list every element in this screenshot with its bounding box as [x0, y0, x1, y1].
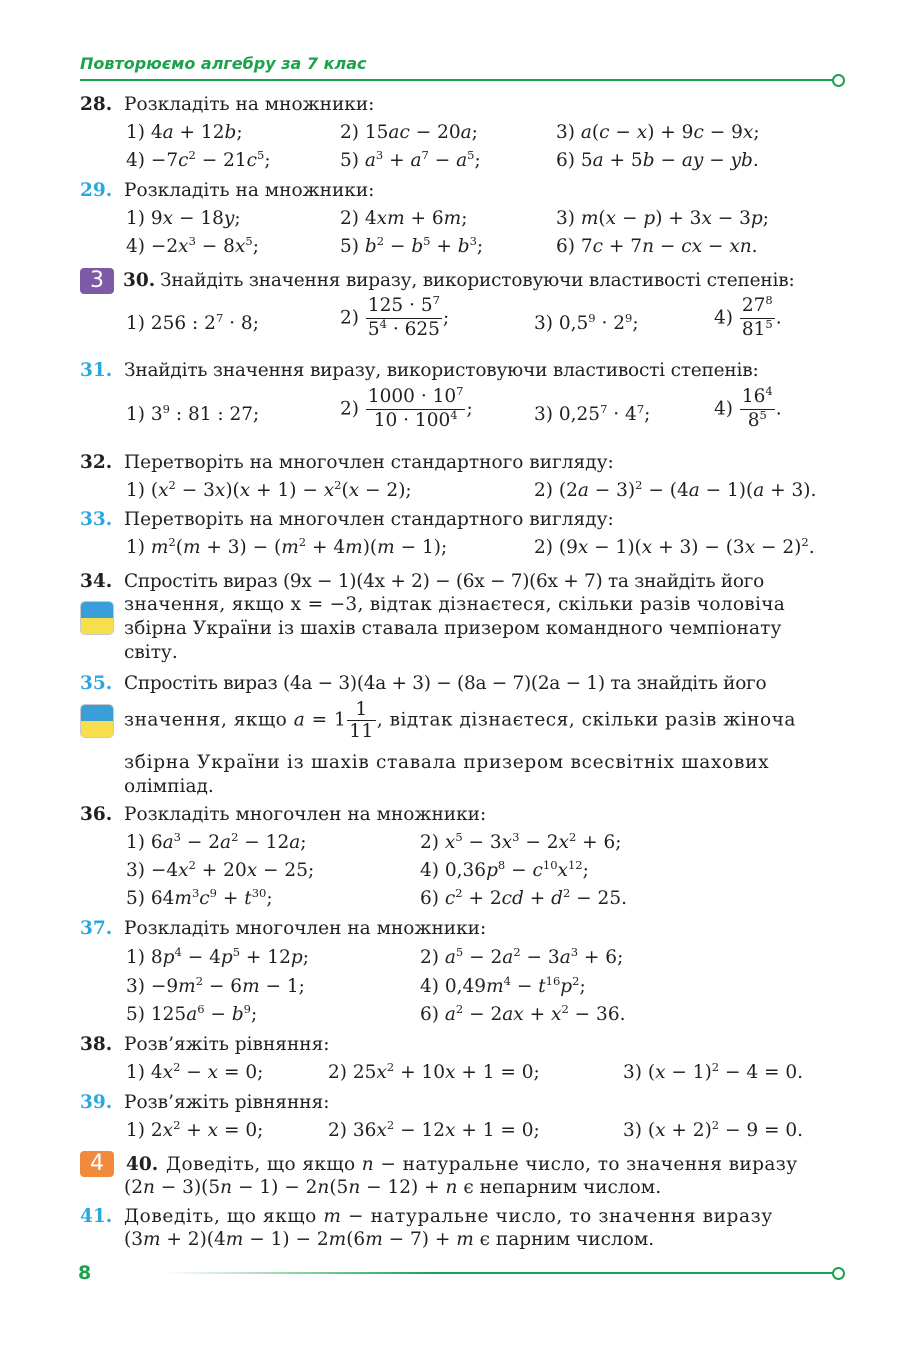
- problem-35-line-2: значення, якщо a = 1 $\frac{1}{11}$ , відтак дізнаєтеся, скільки разів жіноча: [124, 699, 796, 742]
- problem-31-item-4: 4) $\frac{16^4}{8^5}$ .: [714, 384, 782, 431]
- problem-37-item-4: 4) $0,49m^4 - t^{16}p^2$;: [420, 974, 586, 997]
- problem-36-item-6: 6) $c^2 + 2cd + d^2 - 25$.: [420, 886, 627, 909]
- problem-30-text: Знайдіть значення виразу, використовуючи властивості степенів:: [160, 270, 795, 291]
- problem-30-item-3: 3) $0,5^9 \cdot 2^9$;: [534, 311, 639, 334]
- problem-38-item-2: 2) $25x^2 + 10x + 1 = 0$;: [328, 1060, 540, 1083]
- problem-29-number: 29.: [80, 180, 113, 201]
- problem-30-number: 30.: [123, 270, 156, 291]
- problem-39-text: Розв’яжіть рівняння:: [124, 1092, 330, 1113]
- problem-37-item-6: 6) $a^2 - 2ax + x^2 - 36$.: [420, 1002, 626, 1025]
- problem-37-item-1: 1) $8p^4 - 4p^5 + 12p$;: [126, 945, 309, 968]
- problem-31-item-2: 2) $\frac{1000 \cdot 10^7}{10 \cdot 100^4}$ ;: [340, 384, 473, 431]
- problem-39-item-3: 3) $(x + 2)^2 - 9 = 0$.: [623, 1118, 804, 1141]
- problem-34-line-1: Спростіть вираз (9x − 1)(4x + 2) − (6x − 7)(6x + 7) та знайдіть його: [124, 571, 764, 592]
- problem-34-number: 34.: [80, 571, 113, 592]
- problem-36-item-3: $3) -4x^2 + 20x - 25$;: [126, 858, 315, 881]
- problem-28-item-5: 5) $a^3 + a^7 - a^5$;: [340, 148, 481, 171]
- footer-rule-end-icon: [832, 1267, 845, 1280]
- problem-31-number: 31.: [80, 360, 113, 381]
- problem-28-item-6: 6) 5a + 5b − ay − yb.: [556, 150, 759, 171]
- problem-37-number: 37.: [80, 918, 113, 939]
- problem-40-number: 40.: [126, 1154, 159, 1175]
- level-4-badge-icon: 4: [80, 1151, 114, 1177]
- problem-35-line-3: збірна України із шахів ставала призером всесвітніх шахових: [124, 752, 770, 773]
- problem-33-text: Перетворіть на многочлен стандартного вигляду:: [124, 509, 614, 530]
- header-rule: [80, 79, 833, 81]
- page-number: 8: [78, 1262, 92, 1284]
- ukraine-flag-icon: [80, 601, 114, 635]
- problem-38-item-3: 3) $(x - 1)^2 - 4 = 0$.: [623, 1060, 804, 1083]
- problem-29-item-1: 1) 9x − 18y;: [126, 208, 241, 229]
- problem-35-line-4: олімпіад.: [124, 776, 214, 797]
- problem-28-number: 28.: [80, 94, 113, 115]
- problem-30-item-4: 4) $\frac{27^8}{81^5}$ .: [714, 293, 782, 340]
- problem-37-text: Розкладіть многочлен на множники:: [124, 918, 487, 939]
- header-rule-end-icon: [832, 74, 845, 87]
- problem-36-text: Розкладіть многочлен на множники:: [124, 804, 487, 825]
- problem-28-item-1: 1) 4a + 12b;: [126, 122, 243, 143]
- problem-38-item-1: 1) $4x^2 - x = 0$;: [126, 1060, 264, 1083]
- problem-28-item-2: 2) 15ac − 20a;: [340, 122, 478, 143]
- problem-29-item-3: 3) m(x − p) + 3x − 3p;: [556, 208, 769, 229]
- problem-36-item-2: 2) $x^5 - 3x^3 - 2x^2 + 6$;: [420, 830, 622, 853]
- problem-29-text: Розкладіть на множники:: [124, 180, 375, 201]
- problem-31-item-3: 3) $0,25^7 \cdot 4^7$;: [534, 402, 651, 425]
- problem-33-item-1: 1) $m^2(m + 3) - (m^2 + 4m)(m - 1)$;: [126, 535, 448, 558]
- problem-33-number: 33.: [80, 509, 113, 530]
- problem-41-number: 41.: [80, 1206, 113, 1227]
- problem-37-item-2: 2) $a^5 - 2a^2 - 3a^3 + 6$;: [420, 945, 624, 968]
- problem-38-text: Розв’яжіть рівняння:: [124, 1034, 330, 1055]
- problem-34-line-4: світу.: [124, 642, 178, 663]
- problem-32-item-2: 2) $(2a - 3)^2 - (4a - 1)(a + 3)$.: [534, 478, 817, 501]
- problem-38-number: 38.: [80, 1034, 113, 1055]
- problem-37-item-5: 5) $125a^6 - b^9$;: [126, 1002, 258, 1025]
- problem-29-item-5: 5) $b^2 - b^5 + b^3$;: [340, 234, 484, 257]
- problem-40-line-2: (2n − 3)(5n − 1) − 2n(5n − 12) + n є непарним числом.: [124, 1177, 662, 1198]
- problem-29-item-6: 6) 7c + 7n − cx − xn.: [556, 236, 758, 257]
- problem-32-number: 32.: [80, 452, 113, 473]
- ukraine-flag-icon: [80, 704, 114, 738]
- problem-33-item-2: 2) $(9x - 1)(x + 3) - (3x - 2)^2$.: [534, 535, 815, 558]
- problem-30-item-1: 1) 256 : $2^7 \cdot 8$;: [126, 311, 259, 334]
- problem-36-item-5: 5) $64m^3c^9 + t^{30}$;: [126, 886, 273, 909]
- section-header: Повторюємо алгебру за 7 клас: [80, 54, 367, 73]
- problem-29-item-4: $4) -2x^3 - 8x^5$;: [126, 234, 259, 257]
- problem-35-number: 35.: [80, 673, 113, 694]
- problem-36-number: 36.: [80, 804, 113, 825]
- problem-29-item-2: 2) 4xm + 6m;: [340, 208, 468, 229]
- problem-36-item-1: 1) $6a^3 - 2a^2 - 12a$;: [126, 830, 307, 853]
- problem-39-number: 39.: [80, 1092, 113, 1113]
- problem-32-text: Перетворіть на многочлен стандартного вигляду:: [124, 452, 614, 473]
- problem-32-item-1: 1) $(x^2 - 3x)(x + 1) - x^2(x - 2)$;: [126, 478, 412, 501]
- problem-40-line-1: Доведіть, що якщо n − натуральне число, то значення виразу: [166, 1154, 798, 1175]
- problem-36-item-4: 4) $0,36p^8 - c^{10}x^{12}$;: [420, 858, 589, 881]
- problem-34-line-2: значення, якщо x = −3, відтак дізнаєтеся, скільки разів чоловіча: [124, 594, 786, 615]
- problem-35-line-1: Спростіть вираз (4a − 3)(4a + 3) − (8a − 7)(2a − 1) та знайдіть його: [124, 673, 767, 694]
- footer-rule: [165, 1272, 833, 1274]
- problem-41-line-1: Доведіть, що якщо m − натуральне число, то значення виразу: [124, 1206, 773, 1227]
- problem-28-text: Розкладіть на множники:: [124, 94, 375, 115]
- problem-30-item-2: 2) $\frac{125 \cdot 5^7}{5^4 \cdot 625}$ ;: [340, 293, 450, 340]
- problem-34-line-3: збірна України із шахів ставала призером командного чемпіонату: [124, 618, 782, 639]
- problem-39-item-1: 1) $2x^2 + x = 0$;: [126, 1118, 264, 1141]
- problem-31-text: Знайдіть значення виразу, використовуючи властивості степенів:: [124, 360, 759, 381]
- problem-28-item-4: $4) -7c^2 - 21c^5$;: [126, 148, 271, 171]
- problem-31-item-1: 1) $3^9$ : 81 : 27;: [126, 402, 260, 425]
- problem-37-item-3: $3) -9m^2 - 6m - 1$;: [126, 974, 305, 997]
- problem-41-line-2: (3m + 2)(4m − 1) − 2m(6m − 7) + m є парним числом.: [124, 1229, 655, 1250]
- problem-28-item-3: 3) a(c − x) + 9c − 9x;: [556, 122, 760, 143]
- problem-39-item-2: 2) $36x^2 - 12x + 1 = 0$;: [328, 1118, 540, 1141]
- level-3-badge-icon: 3: [80, 268, 114, 294]
